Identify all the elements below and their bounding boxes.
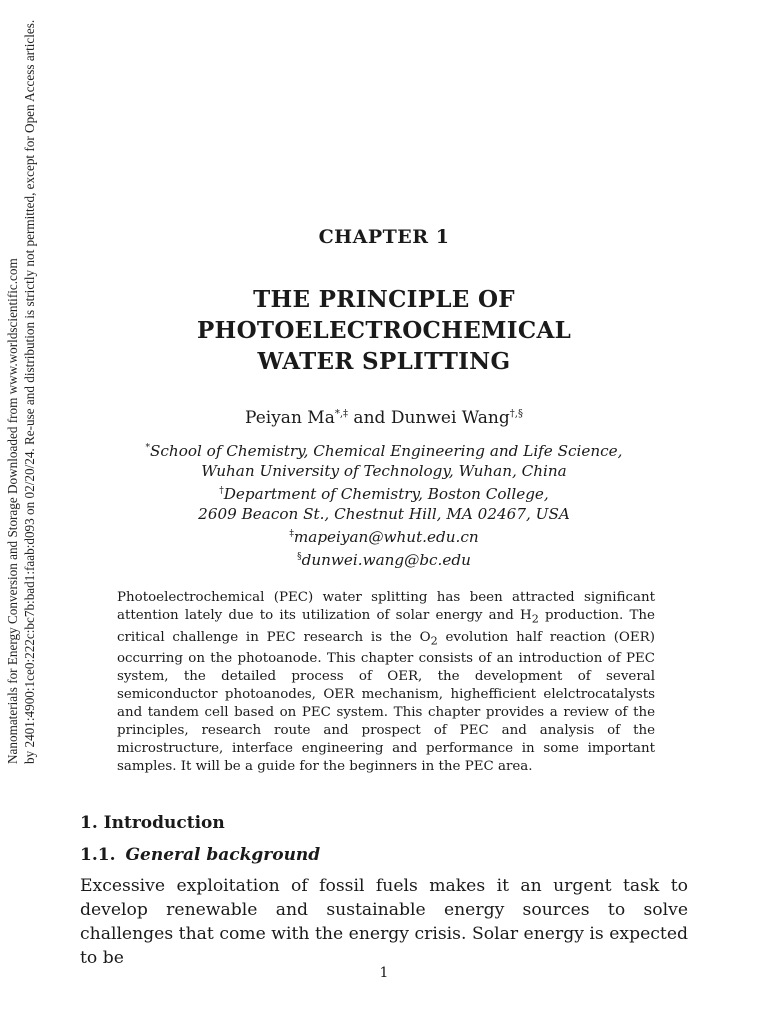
title-line-1: THE PRINCIPLE OF: [253, 286, 515, 313]
author-2: Dunwei Wang: [390, 408, 510, 428]
abstract-sub-2: 2: [430, 634, 438, 648]
affiliations: [0, 438, 768, 570]
title-line-3: WATER SPLITTING: [257, 348, 511, 375]
body-paragraph: Excessive exploitation of fossil fuels makes it an urgent task to develop renewable and sustainable energy sources to solve challenges that come with the energy crisis. Solar energy is expected to be: [80, 876, 688, 968]
author-1-marks: *,‡: [334, 408, 349, 420]
subsection-title: General background: [125, 845, 321, 865]
affiliation-line-4: 2609 Beacon St., Chestnut Hill, MA 02467, USA: [198, 505, 570, 524]
chapter-label: CHAPTER 1: [318, 226, 450, 248]
download-notice-line-2: by 2401:4900:1ce0:222c:bc7b:bad1:faab:d093 on 02/20/24. Re-use and distribution is strictly not permitted, except for Open Access articles.: [22, 19, 37, 764]
author-connector: and: [348, 408, 391, 428]
affiliation-line-3: Department of Chemistry, Boston College,: [223, 485, 549, 504]
abstract: [117, 589, 655, 776]
download-notice-line-1: Nanomaterials for Energy Conversion and Storage Downloaded from www.worldscientific.com: [5, 258, 20, 764]
section-number: 1.: [80, 813, 98, 833]
email-2: dunwei.wang@bc.edu: [301, 551, 471, 570]
author-2-marks: †,§: [509, 408, 523, 420]
subsection-heading: [80, 845, 320, 865]
affil-mark-5: ‡: [289, 529, 294, 540]
abstract-part-1: Photoelectrochemical (PEC) water splitting has been attracted significant attention lately due to its utilization of solar energy and H: [117, 590, 655, 623]
section-title: Introduction: [103, 813, 225, 833]
author-1: Peiyan Ma: [245, 408, 335, 428]
affiliation-line-2: Wuhan University of Technology, Wuhan, China: [201, 462, 567, 481]
affil-mark-1: *: [145, 443, 151, 453]
subsection-number: 1.1.: [80, 845, 116, 865]
affiliation-line-1: School of Chemistry, Chemical Engineering and Life Science,: [150, 442, 623, 461]
abstract-part-3: evolution half reaction (OER) occurring on the photoanode. This chapter consists of an introduction of PEC system, the detailed process of OER, the development of several semiconductor photoanodes, OER mechanism, highefficient elelctrocatalysts and tandem cell based on PEC system. This chapter provides a review of the principles, research route and prospect of PEC and analysis of the microstructure, interface engineering and performance in some important samples. It will be a guide for the beginners in the PEC area.: [117, 629, 655, 775]
page-number: 1: [379, 965, 389, 981]
authors: [0, 408, 768, 428]
section-heading: [80, 813, 225, 833]
abstract-sub-1: 2: [531, 612, 539, 626]
affil-mark-3: †: [219, 486, 224, 497]
affil-mark-6: §: [297, 552, 302, 563]
chapter-title: [0, 284, 768, 377]
email-1: mapeiyan@whut.edu.cn: [293, 528, 479, 547]
abstract-part-2: production. The critical challenge in PEC research is the O: [117, 608, 655, 645]
title-line-2: PHOTOELECTROCHEMICAL: [196, 317, 572, 344]
